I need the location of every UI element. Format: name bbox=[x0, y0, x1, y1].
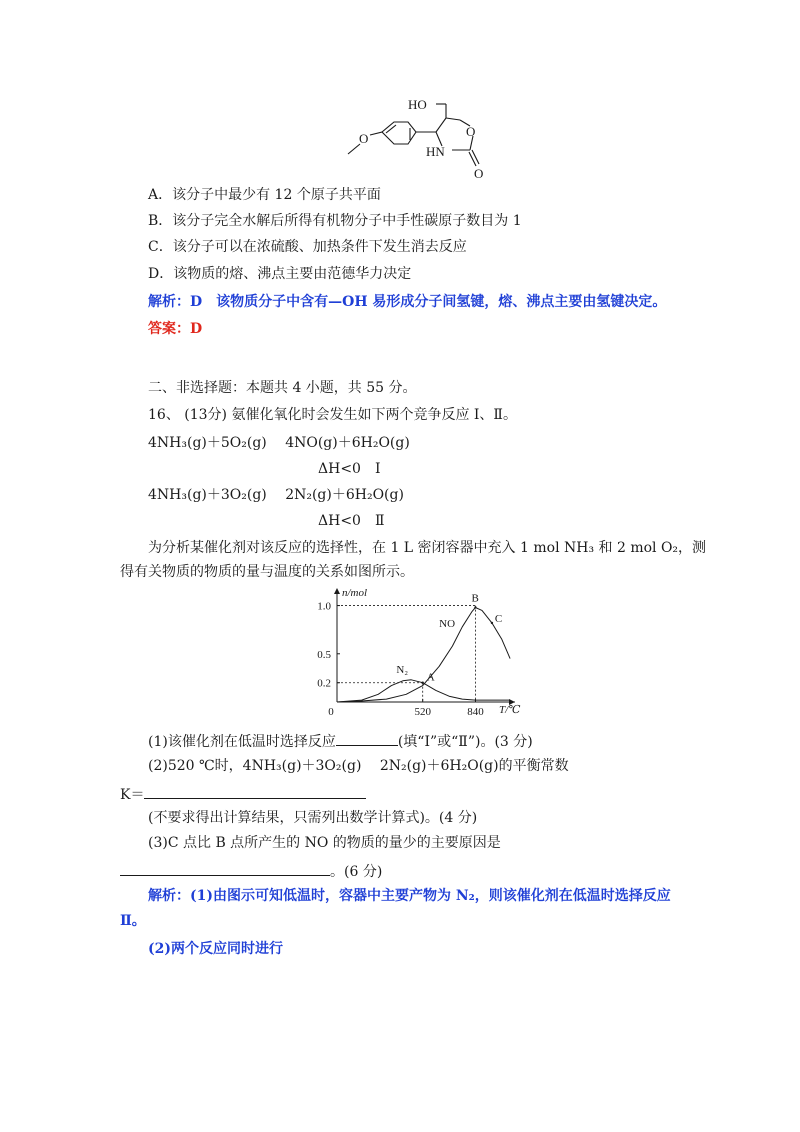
x-tick-label: 520 bbox=[414, 706, 431, 718]
q16-part3-blank[interactable] bbox=[120, 861, 330, 876]
molecule-label-o-carbonyl: O bbox=[474, 166, 484, 181]
q16-part2: (2)520 ℃时，4NH₃(g)＋3O₂(g) 2N₂(g)＋6H₂O(g)的平衡常数 bbox=[148, 758, 569, 774]
x-tick-label: 0 bbox=[328, 706, 334, 718]
q16-reaction1-dh: ΔH<0 Ⅰ bbox=[318, 461, 381, 477]
y-tick-label: 1.0 bbox=[317, 600, 331, 613]
molecule-label-o-ring: O bbox=[466, 124, 476, 139]
q16-part2-k-blank[interactable] bbox=[144, 784, 366, 799]
q16-part2-k bbox=[120, 784, 366, 804]
q16-part3: (3)C 点比 B 点所产生的 NO 的物质的量少的主要原因是 bbox=[148, 835, 501, 851]
q16-reaction2: 4NH₃(g)＋3O₂(g) 2N₂(g)＋6H₂O(g) bbox=[148, 487, 404, 503]
molecule-label-nh: HN bbox=[426, 144, 445, 159]
q16-analysis-line2: Ⅱ。 bbox=[120, 913, 146, 929]
q16-part1-lead: (1)该催化剂在低温时选择反应 bbox=[148, 734, 336, 750]
point-label-a: A bbox=[426, 671, 435, 684]
series-label-n2: N₂ bbox=[396, 664, 409, 677]
q16-part3-answer bbox=[120, 861, 382, 881]
y-tick-label: 0.5 bbox=[317, 648, 331, 661]
y-axis-label: n/mol bbox=[342, 587, 368, 599]
q15-option-b: B．该分子完全水解后所得有机物分子中手性碳原子数目为 1 bbox=[148, 213, 522, 229]
molecule-label-ho: HO bbox=[408, 97, 427, 112]
q16-part1-blank[interactable] bbox=[336, 731, 398, 746]
point-label-c: C bbox=[494, 612, 503, 625]
q16-desc-line1: 为分析某催化剂对该反应的选择性，在 1 L 密闭容器中充入 1 mol NH₃ 和 2 mol O₂，测 bbox=[148, 540, 707, 556]
molecule-structure bbox=[330, 92, 510, 184]
q16-intro: 16、 (13分) 氨催化氧化时会发生如下两个竞争反应 Ⅰ、Ⅱ。 bbox=[148, 407, 517, 423]
q16-reaction2-dh: ΔH<0 Ⅱ bbox=[318, 513, 385, 529]
q16-part3-tail: 。(6 分) bbox=[330, 864, 383, 880]
series-label-no: NO bbox=[439, 617, 456, 630]
point-a bbox=[422, 682, 424, 684]
y-tick-label: 0.2 bbox=[317, 677, 331, 690]
q15-analysis: 解析：D 该物质分子中含有—OH 易形成分子间氢键，熔、沸点主要由氢键决定。 bbox=[148, 294, 667, 310]
q16-part1 bbox=[148, 731, 533, 751]
series-line-no bbox=[337, 608, 510, 703]
x-axis-label: T/℃ bbox=[499, 704, 521, 716]
molecule-label-o-methoxy: O bbox=[359, 131, 369, 146]
q16-part2-note: (不要求得出计算结果，只需列出数学计算式)。(4 分) bbox=[148, 810, 478, 826]
q15-option-c: C．该分子可以在浓硫酸、加热条件下发生消去反应 bbox=[148, 239, 467, 255]
q16-part1-tail: (填“Ⅰ”或“Ⅱ”)。(3 分) bbox=[397, 734, 533, 750]
x-tick-label: 840 bbox=[467, 706, 484, 718]
q16-part2-k-label: K＝ bbox=[120, 787, 145, 803]
q16-desc-line2: 得有关物质的物质的量与温度的关系如图所示。 bbox=[120, 564, 414, 580]
q15-answer: 答案：D bbox=[148, 321, 203, 337]
q16-reaction1: 4NH₃(g)＋5O₂(g) 4NO(g)＋6H₂O(g) bbox=[148, 435, 410, 451]
y-axis-arrow bbox=[334, 588, 340, 594]
q15-option-a: A．该分子中最少有 12 个原子共平面 bbox=[148, 187, 381, 203]
q16-analysis-line3: (2)两个反应同时进行 bbox=[148, 941, 283, 957]
point-label-b: B bbox=[471, 592, 479, 605]
q16-analysis-line1: 解析：(1)由图示可知低温时，容器中主要产物为 N₂，则该催化剂在低温时选择反应 bbox=[148, 888, 671, 904]
nmol-temperature-chart bbox=[300, 582, 530, 722]
q15-option-d: D．该物质的熔、沸点主要由范德华力决定 bbox=[148, 266, 412, 282]
point-b bbox=[474, 606, 476, 608]
section2-heading: 二、非选择题：本题共 4 小题，共 55 分。 bbox=[148, 380, 417, 396]
point-c bbox=[491, 622, 493, 624]
